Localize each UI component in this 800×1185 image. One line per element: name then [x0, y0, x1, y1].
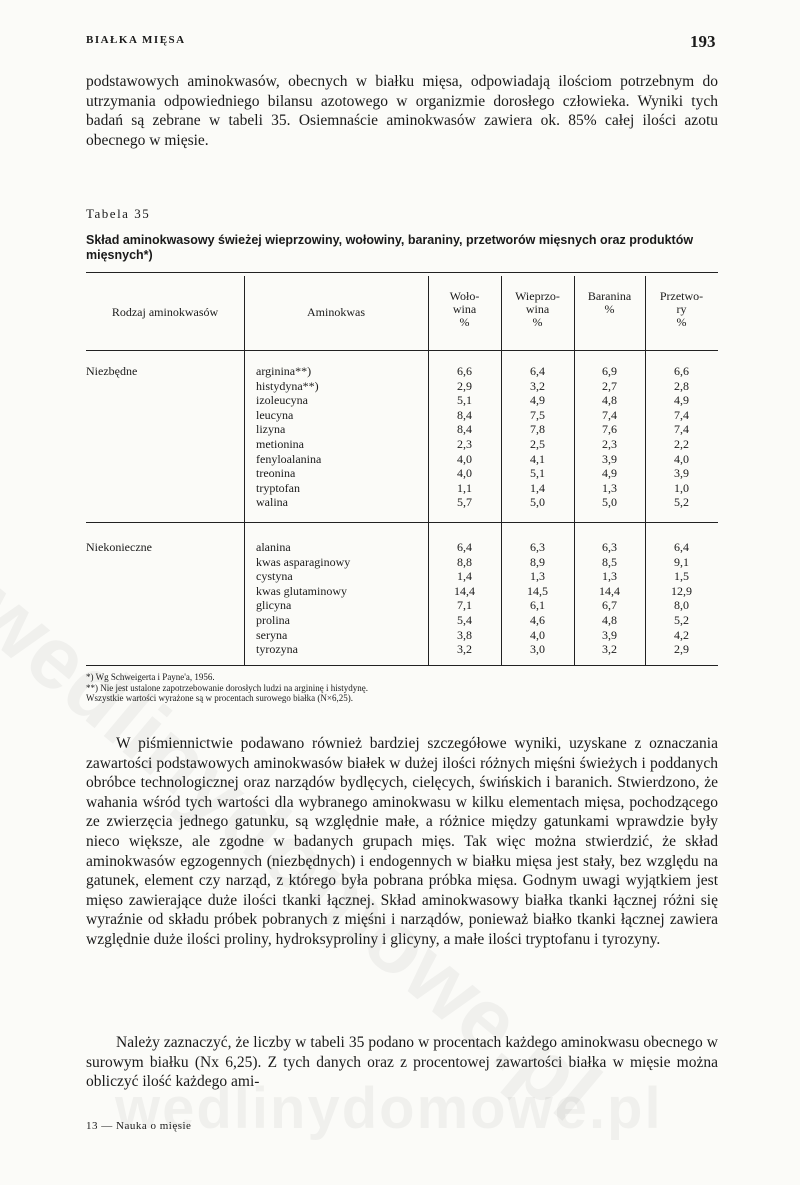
- group-niezbedne-baranina-column: [574, 364, 645, 510]
- table-cell-value: 4,9: [602, 466, 617, 481]
- header-przetwory: Przetwo- ry %: [659, 289, 704, 329]
- table-cell-value: 2,8: [674, 378, 689, 393]
- table-cell-value: 3,0: [530, 642, 545, 657]
- table-cell-value: 1,4: [530, 480, 545, 495]
- table-cell-value: 8,0: [674, 598, 689, 613]
- table-cell-value: 2,9: [457, 378, 472, 393]
- table-cell-value: 2,9: [674, 642, 689, 657]
- table-cell-value: 1,3: [530, 569, 545, 584]
- table-cell-amino: metionina: [256, 436, 304, 451]
- table-cell-amino: seryna: [256, 627, 288, 642]
- table-cell-value: 5,1: [457, 393, 472, 408]
- table-cell-amino: kwas asparaginowy: [256, 554, 351, 569]
- table-cell-value: 5,0: [602, 495, 617, 510]
- table-cell-value: 1,1: [457, 480, 472, 495]
- table-cell-value: 6,1: [530, 598, 545, 613]
- table-cell-value: 6,7: [602, 598, 617, 613]
- table-cell-amino: prolina: [256, 612, 290, 627]
- table-cell-value: 6,9: [602, 364, 617, 378]
- group-niezbedne-przetwory-column: [645, 364, 718, 510]
- table-cell-value: 7,6: [602, 422, 617, 437]
- header-wieprzowina: Wieprzo- wina %: [515, 289, 560, 329]
- table-cell-amino: treonina: [256, 466, 296, 481]
- table-cell-value: 1,3: [602, 569, 617, 584]
- group-niezbedne-wolowina-column: [428, 364, 501, 510]
- table-cell-value: 1,5: [674, 569, 689, 584]
- table-cell-amino: kwas glutaminowy: [256, 583, 347, 598]
- table-cell-amino: histydyna**): [256, 378, 319, 393]
- group-niezbedne-wieprzowina-column: [501, 364, 574, 510]
- table-cell-value: 9,1: [674, 554, 689, 569]
- table-cell-value: 4,2: [674, 627, 689, 642]
- table-cell-value: 8,4: [457, 407, 472, 422]
- table-cell-amino: tyrozyna: [256, 642, 298, 657]
- page-footer: 13 — Nauka o mięsie: [86, 1120, 192, 1132]
- group-niezbedne-amino-column: [256, 364, 426, 510]
- paragraph-body: W piśmiennictwie podawano również bardziej szczegółowe wyniki, uzyskane z oznaczania zawartości podstawowych aminokwasów białek w dużej ilości różnych mięśni świeżych i poddanych obróbce technologicznej oraz narządów bydlęcych, cielęcych, świńskich i baranich. Stwierdzono, że wahania wśród tych wartości dla wybranego aminokwasu w kilku elementach mięsa, pochodzącego ze zwierzęcia jednego gatunku, są względnie małe, a różnice między gatunkami wprawdzie były nieco większe, ale zgodne w badanych grupach mięs. Tak więc można stwierdzić, że skład aminokwasów egzogennych (niezbędnych) i endogennych w białku mięsa jest stały, bez względu na gatunek, element czy narząd, z którego była pobrana próbka mięsa. Godnym uwagi wyjątkiem jest mięso zawierające duże ilości tkanki łącznej. Skład aminokwasowy białka tkanki łącznej różni się wyraźnie od składu próbek pobranych z mięśni i narządów, ponieważ białko tkanki łącznej zawiera względnie duże ilości proliny, hydroksyproliny i glicyny, a małe ilości tryptofanu i tyrozyny.: [86, 735, 718, 948]
- table-cell-value: 4,6: [530, 612, 545, 627]
- table-cell-value: 7,4: [674, 422, 689, 437]
- group-niekonieczne-wolowina-column: [428, 540, 501, 657]
- table-cell-value: 2,3: [457, 436, 472, 451]
- table-cell-value: 4,8: [602, 393, 617, 408]
- header-baranina: Baranina %: [587, 289, 632, 316]
- table-cell-value: 6,3: [602, 540, 617, 554]
- table-cell-value: 12,9: [671, 583, 692, 598]
- running-head: BIAŁKA MIĘSA: [86, 34, 186, 46]
- group-label-niekonieczne: Niekonieczne: [86, 540, 152, 554]
- table-cell-value: 6,4: [457, 540, 472, 554]
- table-cell-value: 6,6: [457, 364, 472, 378]
- table-cell-value: 3,2: [602, 642, 617, 657]
- table-cell-value: 14,4: [599, 583, 620, 598]
- table-cell-amino: fenyloalanina: [256, 451, 322, 466]
- table-cell-amino: lizyna: [256, 422, 286, 437]
- table-cell-value: 6,3: [530, 540, 545, 554]
- table-cell-value: 6,6: [674, 364, 689, 378]
- table-cell-value: 7,5: [530, 407, 545, 422]
- table-cell-value: 8,5: [602, 554, 617, 569]
- table-cell-value: 8,8: [457, 554, 472, 569]
- footnote: **) Nie jest ustalone zapotrzebowanie dorosłych ludzi na argininę i histydynę.: [86, 682, 369, 693]
- table-cell-value: 5,7: [457, 495, 472, 510]
- page-number: 193: [690, 32, 716, 51]
- table-cell-value: 3,2: [530, 378, 545, 393]
- table-cell-value: 5,2: [674, 495, 689, 510]
- table-cell-amino: cystyna: [256, 569, 293, 584]
- table-cell-value: 2,3: [602, 436, 617, 451]
- paragraph-body-continued: Należy zaznaczyć, że liczby w tabeli 35 podano w procentach każdego aminokwasu obecnego w surowym białku (Nx 6,25). Z tych danych oraz z procentowej zawartości białka w mięsie można obliczyć ilość każdego ami-: [86, 1034, 718, 1091]
- table-cell-value: 4,8: [602, 612, 617, 627]
- table-cell-value: 4,0: [530, 627, 545, 642]
- table-footnotes: [86, 672, 368, 704]
- table-cell-value: 7,4: [674, 407, 689, 422]
- table-label: Tabela 35: [86, 206, 151, 221]
- table-cell-amino: walina: [256, 495, 288, 510]
- table-cell-value: 6,4: [674, 540, 689, 554]
- table-cell-value: 14,5: [527, 583, 548, 598]
- table-cell-amino: arginina**): [256, 364, 312, 378]
- table-cell-amino: tryptofan: [256, 480, 300, 495]
- paragraph-intro: podstawowych aminokwasów, obecnych w białku mięsa, odpowiadają ilościom potrzebnym do utrzymania odpowiedniego bilansu azotowego w organizmie dorosłego człowieka. Wyniki tych badań są zebrane w tabeli 35. Osiemnaście aminokwasów zawiera ok. 85% całej ilości azotu obecnego w mięsie.: [86, 73, 718, 149]
- table-cell-value: 7,4: [602, 407, 617, 422]
- table-cell-value: 7,8: [530, 422, 545, 437]
- table-cell-value: 1,4: [457, 569, 472, 584]
- table-cell-value: 2,7: [602, 378, 617, 393]
- table-cell-value: 2,5: [530, 436, 545, 451]
- footnote: *) Wg Schweigerta i Payne'a, 1956.: [86, 672, 215, 682]
- table-group-rule: [86, 522, 718, 523]
- table-cell-value: 2,2: [674, 436, 689, 451]
- table-cell-value: 3,9: [602, 627, 617, 642]
- table-cell-value: 8,4: [457, 422, 472, 437]
- group-niekonieczne-przetwory-column: [645, 540, 718, 657]
- table-cell-amino: izoleucyna: [256, 393, 308, 408]
- table-cell-value: 4,0: [457, 451, 472, 466]
- table-cell-value: 4,9: [674, 393, 689, 408]
- group-niekonieczne-wieprzowina-column: [501, 540, 574, 657]
- table-cell-amino: glicyna: [256, 598, 292, 613]
- table-cell-value: 3,2: [457, 642, 472, 657]
- table-cell-value: 5,0: [530, 495, 545, 510]
- table-cell-value: 4,1: [530, 451, 545, 466]
- header-rodzaj: Rodzaj aminokwasów: [111, 305, 219, 319]
- table-cell-value: 3,9: [674, 466, 689, 481]
- table-cell-value: 3,8: [457, 627, 472, 642]
- header-wolowina: Woło- wina %: [449, 289, 480, 329]
- table-cell-value: 6,4: [530, 364, 545, 378]
- table-cell-value: 7,1: [457, 598, 472, 613]
- footnote: Wszystkie wartości wyrażone są w procentach surowego białka (N×6,25).: [86, 693, 353, 703]
- table-top-rule: [86, 272, 718, 273]
- group-label-niezbedne: Niezbędne: [86, 364, 138, 378]
- table-cell-value: 4,9: [530, 393, 545, 408]
- table-cell-amino: alanina: [256, 540, 291, 554]
- table-cell-value: 5,4: [457, 612, 472, 627]
- table-col-divider: [244, 276, 245, 665]
- table-cell-amino: leucyna: [256, 407, 294, 422]
- group-niekonieczne-baranina-column: [574, 540, 645, 657]
- table-cell-value: 1,3: [602, 480, 617, 495]
- table-cell-value: 4,0: [457, 466, 472, 481]
- table-title: Skład aminokwasowy świeżej wieprzowiny, wołowiny, baraniny, przetworów mięsnych oraz produktów mięsnych*): [86, 233, 694, 262]
- table-cell-value: 5,1: [530, 466, 545, 481]
- table-cell-value: 3,9: [602, 451, 617, 466]
- table-cell-value: 8,9: [530, 554, 545, 569]
- table-cell-value: 5,2: [674, 612, 689, 627]
- table-cell-value: 4,0: [674, 451, 689, 466]
- group-niekonieczne-amino-column: [256, 540, 426, 657]
- table-bottom-rule: [86, 665, 718, 666]
- table-cell-value: 14,4: [454, 583, 475, 598]
- table-cell-value: 1,0: [674, 480, 689, 495]
- table-header-rule: [86, 350, 718, 351]
- header-aminokwas: Aminokwas: [307, 305, 365, 319]
